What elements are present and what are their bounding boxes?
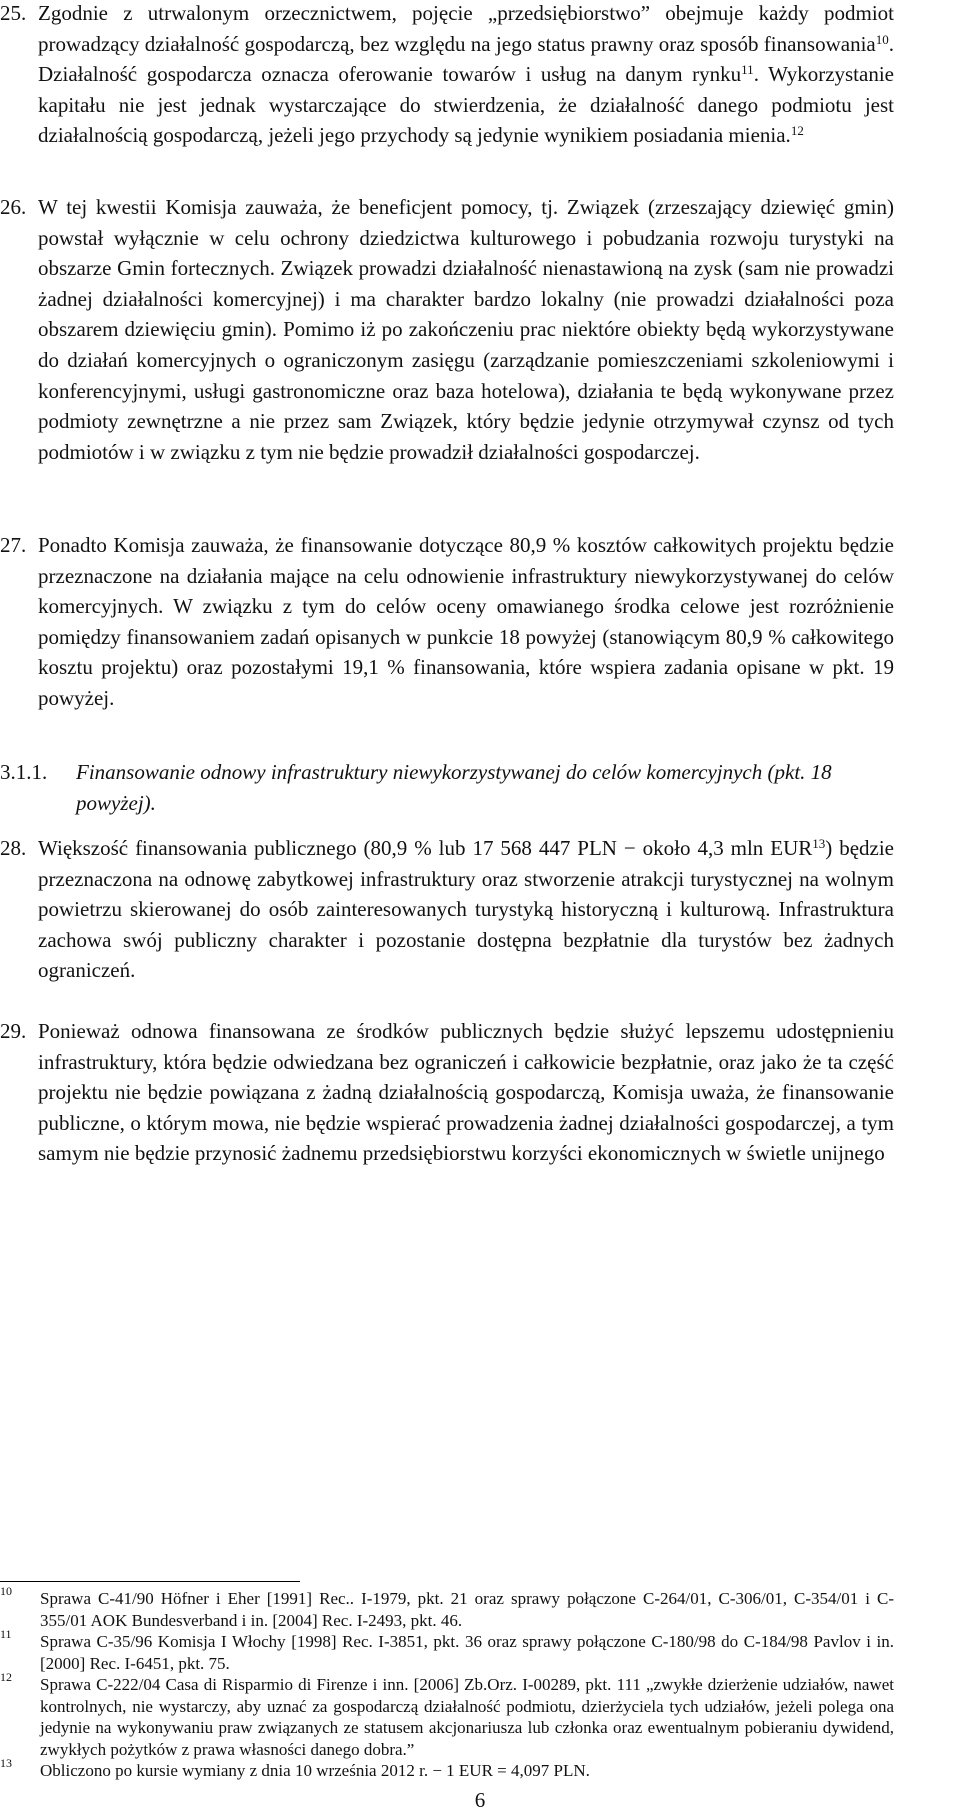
paragraph-text-part: Zgodnie z utrwalonym orzecznictwem, pojęcie „przedsiębiorstwo” obejmuje każdy podmiot prowadzący działalność gospodarczą, bez względu na jego status prawny oraz sposób finansowania <box>38 1 894 56</box>
paragraph-text-part: . Działalność gospodarcza oznacza oferowanie towarów i usług na danym rynku <box>38 31 894 87</box>
footnote-13 <box>0 1756 960 1782</box>
paragraph-26 <box>0 192 960 467</box>
page-number: 6 <box>474 1788 486 1812</box>
footnote-text: Sprawa C-35/96 Komisja I Włochy [1998] Rec. I-3851, pkt. 36 oraz sprawy połączone C-180/98 do C-184/98 Pavlov i in.[2000] Rec. I-6451, pkt. 75. <box>40 1632 894 1673</box>
paragraph-text-part: Większość finansowania publicznego (80,9 % lub 17 568 447 PLN − około 4,3 mln EUR <box>38 836 813 860</box>
heading-number: 3.1.1. <box>0 760 48 784</box>
footnote-10 <box>0 1584 960 1631</box>
paragraph-27 <box>0 530 960 714</box>
paragraph-number: 25. <box>0 1 27 25</box>
paragraph-text-part: . Wykorzystanie kapitału nie jest jednak wystarczające do stwierdzenia, że działalność danego podmiotu jest działalnością gospodarczą, jeżeli jego przychody są jedynie wynikiem posiadania mienia. <box>38 62 894 148</box>
footnote-number: 10 <box>0 1584 12 1598</box>
footnote-text: Obliczono po kursie wymiany z dnia 10 września 2012 r. − 1 EUR = 4,097 PLN. <box>40 1761 590 1780</box>
paragraph-25 <box>0 0 960 151</box>
footnote-text: Sprawa C-222/04 Casa di Risparmio di Firenze i inn. [2006] Zb.Orz. I-00289, pkt. 111 „zwykłe dzierżenie udziałów, nawet kontrolnych, nie wystarczy, aby uznać za gospodarczą działalność podmiotu, dzierżyciela tych udziałów, jeżeli polega ona jedynie na wykonywaniu praw związanych ze statusem akcjonariusza lub członka oraz ewentualnym pobieraniu dywidend, zwykłych pożytków z prawa własności danego dobra.” <box>40 1675 894 1759</box>
footnote-separator <box>0 1581 300 1582</box>
footnote-12 <box>0 1670 960 1760</box>
heading-text: Finansowanie odnowy infrastruktury niewykorzystywanej do celów komercyjnych (pkt. 18 powyżej). <box>76 760 832 815</box>
paragraph-text <box>38 0 894 151</box>
footnote-ref-13[interactable]: 13 <box>812 836 826 851</box>
footnote-11 <box>0 1627 960 1674</box>
paragraph-text: Ponieważ odnowa finansowana ze środków publicznych będzie służyć lepszemu udostępnieniu infrastruktury, która będzie odwiedzana bez ograniczeń i całkowicie bezpłatnie, oraz jako że ta część projektu nie będzie powiązana z żadną działalnością gospodarczą, Komisja uważa, że finansowanie publiczne, o którym mowa, nie będzie wspierać prowadzenia żadnej działalności gospodarczej, a tym samym nie będzie przynosić żadnemu przedsiębiorstwu korzyści ekonomicznych w świetle unijnego <box>38 1019 894 1166</box>
footnote-number: 12 <box>0 1670 12 1684</box>
section-heading <box>0 757 960 818</box>
paragraph-number: 26. <box>0 195 27 219</box>
paragraph-text: W tej kwestii Komisja zauważa, że beneficjent pomocy, tj. Związek (zrzeszający dziewięć gmin) powstał wyłącznie w celu ochrony dziedzictwa kulturowego i pobudzania rozwoju turystyki na obszarze Gmin fortecznych. Związek prowadzi działalność nienastawioną na zysk (sam nie prowadzi żadnej działalności komercyjnej) i ma charakter bardzo lokalny (nie prowadzi działalności poza obszarem dziewięciu gmin). Pomimo iż po zakończeniu prac niektóre obiekty będą wykorzystywane do działań komercyjnych o ograniczonym zasięgu (zarządzanie pomieszczeniami szkoleniowymi i konferencyjnymi, usługi gastronomiczne oraz baza hotelowa), działania te będą wykonywane przez podmioty zewnętrzne a nie przez sam Związek, który będzie jedynie otrzymywał czynsz od tych podmiotów i w związku z tym nie będzie prowadził działalności gospodarczej. <box>38 195 894 464</box>
paragraph-28 <box>0 833 960 986</box>
paragraph-text: Ponadto Komisja zauważa, że finansowanie dotyczące 80,9 % kosztów całkowitych projektu będzie przeznaczone na działania mające na celu odnowienie infrastruktury niewykorzystywanej do celów komercyjnych. W związku z tym do celów oceny omawianego środka celowe jest rozróżnienie pomiędzy finansowaniem zadań opisanych w punkcie 18 powyżej (stanowiącym 80,9 % całkowitego kosztu projektu) oraz pozostałymi 19,1 % finansowania, które wspiera zadania opisane w pkt. 19 powyżej. <box>38 533 894 710</box>
footnote-ref-10[interactable]: 10 <box>875 31 889 47</box>
footnote-text: Sprawa C-41/90 Höfner i Eher [1991] Rec.. I-1979, pkt. 21 oraz sprawy połączone C-264/01, C-306/01, C-354/01 i C-355/01 AOK Bundesverband i in. [2004] Rec. I-2493, pkt. 46. <box>40 1589 894 1630</box>
footnote-number: 13 <box>0 1756 12 1770</box>
footnote-ref-12[interactable]: 12 <box>790 123 804 139</box>
paragraph-text <box>38 833 894 986</box>
paragraph-text-part: ) będzie przeznaczona na odnowę zabytkowej infrastruktury oraz stworzenie atrakcji turystycznej na wolnym powietrzu skierowanej do osób zainteresowanych turystyką historyczną i kulturową. Infrastruktura zachowa swój publiczny charakter i pozostanie dostępna bezpłatnie dla turystów bez żadnych ograniczeń. <box>38 836 894 983</box>
footnote-ref-11[interactable]: 11 <box>741 62 754 78</box>
paragraph-number: 28. <box>0 836 27 860</box>
footnote-number: 11 <box>0 1627 12 1641</box>
paragraph-number: 29. <box>0 1019 27 1043</box>
paragraph-number: 27. <box>0 533 27 557</box>
paragraph-29 <box>0 1016 960 1169</box>
